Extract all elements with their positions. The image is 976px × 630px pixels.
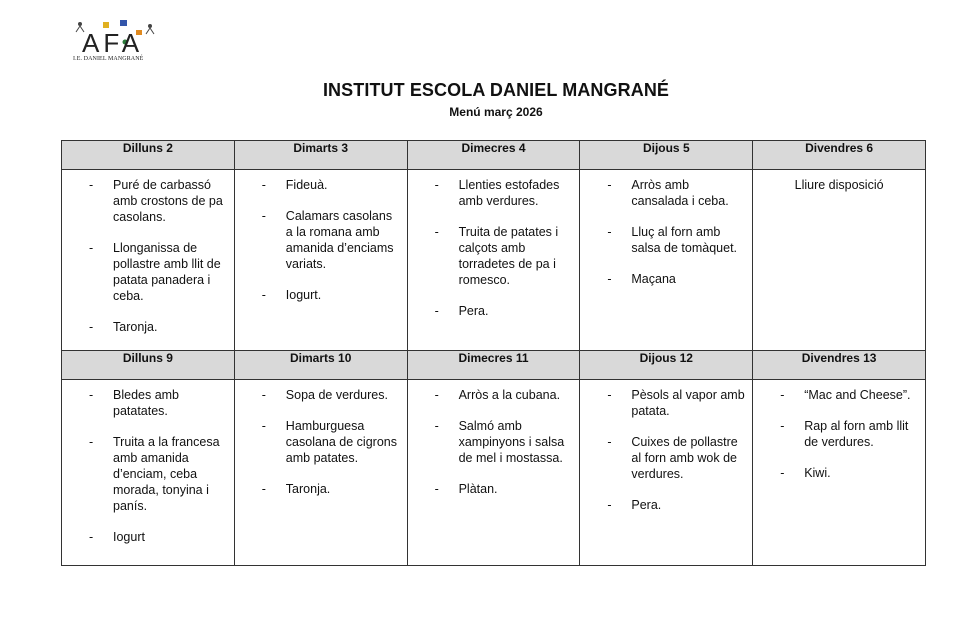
dish-item: - Pera. (408, 303, 574, 319)
dish-item: - Taronja. (235, 481, 401, 497)
day-header: Dilluns 9 (62, 351, 235, 380)
day-menu-cell (234, 380, 407, 566)
dish-item: - Calamars casolans a la romana amb amanida d’enciams variats. (235, 208, 401, 272)
dish-item: - Iogurt (62, 529, 228, 545)
day-menu-cell (753, 170, 926, 351)
dish-list (580, 380, 752, 513)
dish-list (408, 170, 580, 319)
day-menu-cell (234, 170, 407, 351)
dish-item: - Sopa de verdures. (235, 387, 401, 403)
day-menu-cell (407, 170, 580, 351)
dish-item: - Arròs amb cansalada i ceba. (580, 177, 746, 209)
dish-item: - Iogurt. (235, 287, 401, 303)
dish-item: - Cuixes de pollastre al forn amb wok de verdures. (580, 434, 746, 482)
menu-table (61, 140, 926, 566)
dish-item: - Bledes amb patatates. (62, 387, 228, 419)
dish-item: - “Mac and Cheese”. (753, 387, 919, 403)
logo-caption: I.E. DANIEL MANGRANÉ (73, 56, 144, 62)
dish-item: - Rap al forn amb llit de verdures. (753, 418, 919, 450)
week-2-header-row (62, 351, 926, 380)
dish-item: - Kiwi. (753, 465, 919, 481)
dish-item: - Llenties estofades amb verdures. (408, 177, 574, 209)
dish-list (580, 170, 752, 287)
week-1-header-row (62, 141, 926, 170)
dish-item: - Plàtan. (408, 481, 574, 497)
day-menu-cell (580, 170, 753, 351)
dish-item: - Salmó amb xampinyons i salsa de mel i mostassa. (408, 418, 574, 466)
page-subtitle: Menú març 2026 (449, 105, 543, 119)
day-header: Dijous 12 (580, 351, 753, 380)
day-header: Dimecres 4 (407, 141, 580, 170)
dish-item: - Hamburguesa casolana de cigrons amb patates. (235, 418, 401, 466)
day-menu-cell (407, 380, 580, 566)
dish-list (62, 380, 234, 545)
dish-item: - Maçana (580, 271, 746, 287)
day-header: Dimarts 10 (234, 351, 407, 380)
week-2-menu-row (62, 380, 926, 566)
week-1-menu-row (62, 170, 926, 351)
dish-list (62, 170, 234, 335)
dish-item: - Lluç al forn amb salsa de tomàquet. (580, 224, 746, 256)
dish-item: - Fideuà. (235, 177, 401, 193)
dish-item: - Truita a la francesa amb amanida d’enciam, ceba morada, tonyina i panís. (62, 434, 228, 514)
dish-item: - Pèsols al vapor amb patata. (580, 387, 746, 419)
dish-item: - Arròs a la cubana. (408, 387, 574, 403)
day-menu-cell (62, 380, 235, 566)
dish-list (235, 380, 407, 497)
page-title: INSTITUT ESCOLA DANIEL MANGRANÉ (322, 80, 670, 100)
day-menu-cell (753, 380, 926, 566)
dish-item: - Taronja. (62, 319, 228, 335)
day-header: Dilluns 2 (62, 141, 235, 170)
dish-list (408, 380, 580, 497)
dish-item: - Llonganissa de pollastre amb llit de patata panadera i ceba. (62, 240, 228, 304)
dish-list (235, 170, 407, 303)
day-header: Dijous 5 (580, 141, 753, 170)
day-menu-cell (62, 170, 235, 351)
day-header: Dimecres 11 (407, 351, 580, 380)
day-menu-cell (580, 380, 753, 566)
day-header: Divendres 13 (753, 351, 926, 380)
dish-list (753, 380, 925, 481)
day-header: Dimarts 3 (234, 141, 407, 170)
dish-item: - Puré de carbassó amb crostons de pa casolans. (62, 177, 228, 225)
day-header: Divendres 6 (753, 141, 926, 170)
dish-item: - Pera. (580, 497, 746, 513)
dish-item: - Truita de patates i calçots amb torradetes de pa i romesco. (408, 224, 574, 288)
free-day-note: Lliure disposició (794, 178, 884, 192)
afa-logo-text: AFA (82, 28, 144, 58)
